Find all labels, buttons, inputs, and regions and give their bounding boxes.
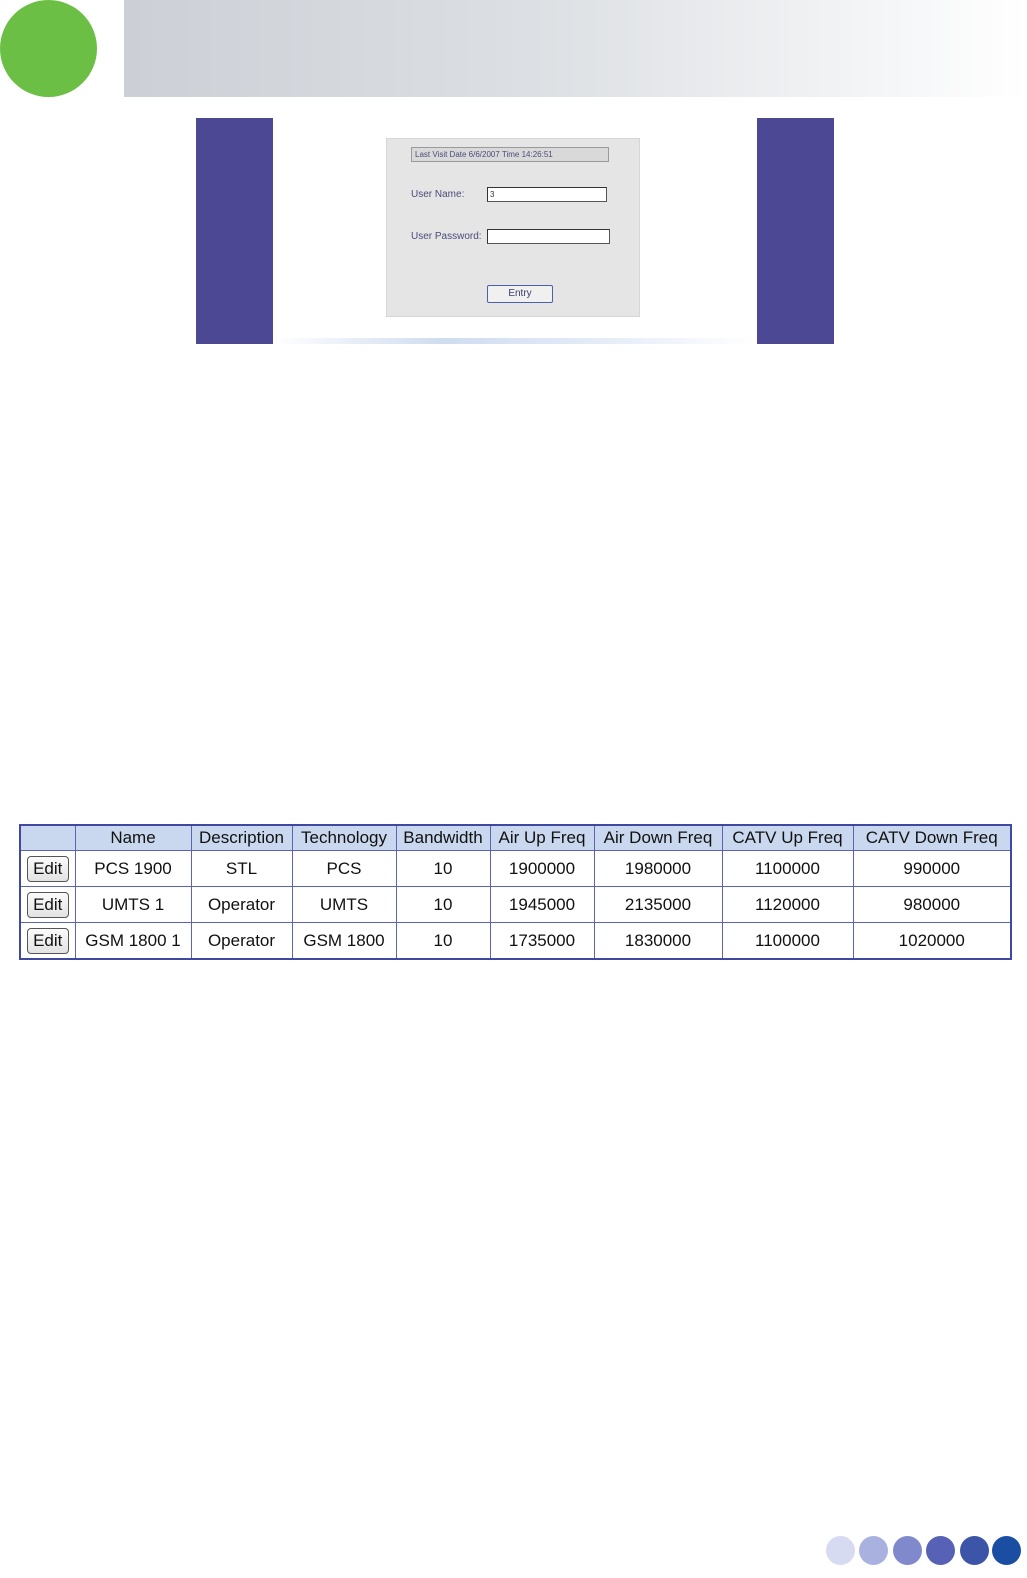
cell-bandwidth: 10 <box>396 851 490 887</box>
edit-cell <box>20 887 75 923</box>
table-row <box>20 887 1011 923</box>
frequency-table <box>19 824 1012 960</box>
header-cell-name: Name <box>75 825 191 851</box>
header-cell-catv-up-freq: CATV Up Freq <box>722 825 853 851</box>
edit-cell <box>20 851 75 887</box>
cell-technology: UMTS <box>292 887 396 923</box>
table-row <box>20 851 1011 887</box>
cell-bandwidth: 10 <box>396 887 490 923</box>
cell-air-up-freq: 1945000 <box>490 887 594 923</box>
login-bottom-glow <box>273 338 757 344</box>
cell-air-up-freq: 1735000 <box>490 923 594 960</box>
cell-description: STL <box>191 851 292 887</box>
cell-air-up-freq: 1900000 <box>490 851 594 887</box>
table-row <box>20 923 1011 960</box>
cell-air-down-freq: 1830000 <box>594 923 722 960</box>
cell-description: Operator <box>191 887 292 923</box>
page-dot-5 <box>960 1536 989 1565</box>
cell-bandwidth: 10 <box>396 923 490 960</box>
page-dot-2 <box>859 1536 888 1565</box>
username-label: User Name: <box>411 189 465 200</box>
edit-button[interactable]: Edit <box>27 892 69 918</box>
cell-catv-down-freq: 990000 <box>853 851 1011 887</box>
header-cell-bandwidth: Bandwidth <box>396 825 490 851</box>
header-cell-description: Description <box>191 825 292 851</box>
cell-catv-up-freq: 1100000 <box>722 851 853 887</box>
password-input[interactable] <box>487 229 610 244</box>
cell-technology: PCS <box>292 851 396 887</box>
left-side-panel <box>196 118 273 344</box>
header-cell-edit <box>20 825 75 851</box>
page-dot-3 <box>893 1536 922 1565</box>
cell-catv-down-freq: 980000 <box>853 887 1011 923</box>
header-cell-catv-down-freq: CATV Down Freq <box>853 825 1011 851</box>
cell-name: GSM 1800 1 <box>75 923 191 960</box>
cell-description: Operator <box>191 923 292 960</box>
login-screenshot <box>196 118 834 344</box>
table-header-row <box>20 825 1011 851</box>
cell-air-down-freq: 2135000 <box>594 887 722 923</box>
green-circle-decoration <box>0 0 97 97</box>
last-visit-field: Last Visit Date 6/6/2007 Time 14:26:51 <box>411 147 609 162</box>
header-cell-technology: Technology <box>292 825 396 851</box>
cell-catv-up-freq: 1100000 <box>722 923 853 960</box>
edit-button[interactable]: Edit <box>27 856 69 882</box>
login-form <box>386 138 640 317</box>
right-side-panel <box>757 118 834 344</box>
edit-button[interactable]: Edit <box>27 928 69 954</box>
cell-air-down-freq: 1980000 <box>594 851 722 887</box>
cell-name: PCS 1900 <box>75 851 191 887</box>
cell-catv-up-freq: 1120000 <box>722 887 853 923</box>
header-band <box>124 0 1027 97</box>
cell-catv-down-freq: 1020000 <box>853 923 1011 960</box>
cell-technology: GSM 1800 <box>292 923 396 960</box>
edit-cell <box>20 923 75 960</box>
password-label: User Password: <box>411 231 482 242</box>
header-cell-air-down-freq: Air Down Freq <box>594 825 722 851</box>
username-input[interactable]: 3 <box>487 187 607 202</box>
entry-button[interactable]: Entry <box>487 285 553 303</box>
page-dot-6 <box>992 1536 1021 1565</box>
page-dot-1 <box>826 1536 855 1565</box>
page-dot-4 <box>926 1536 955 1565</box>
header-cell-air-up-freq: Air Up Freq <box>490 825 594 851</box>
cell-name: UMTS 1 <box>75 887 191 923</box>
